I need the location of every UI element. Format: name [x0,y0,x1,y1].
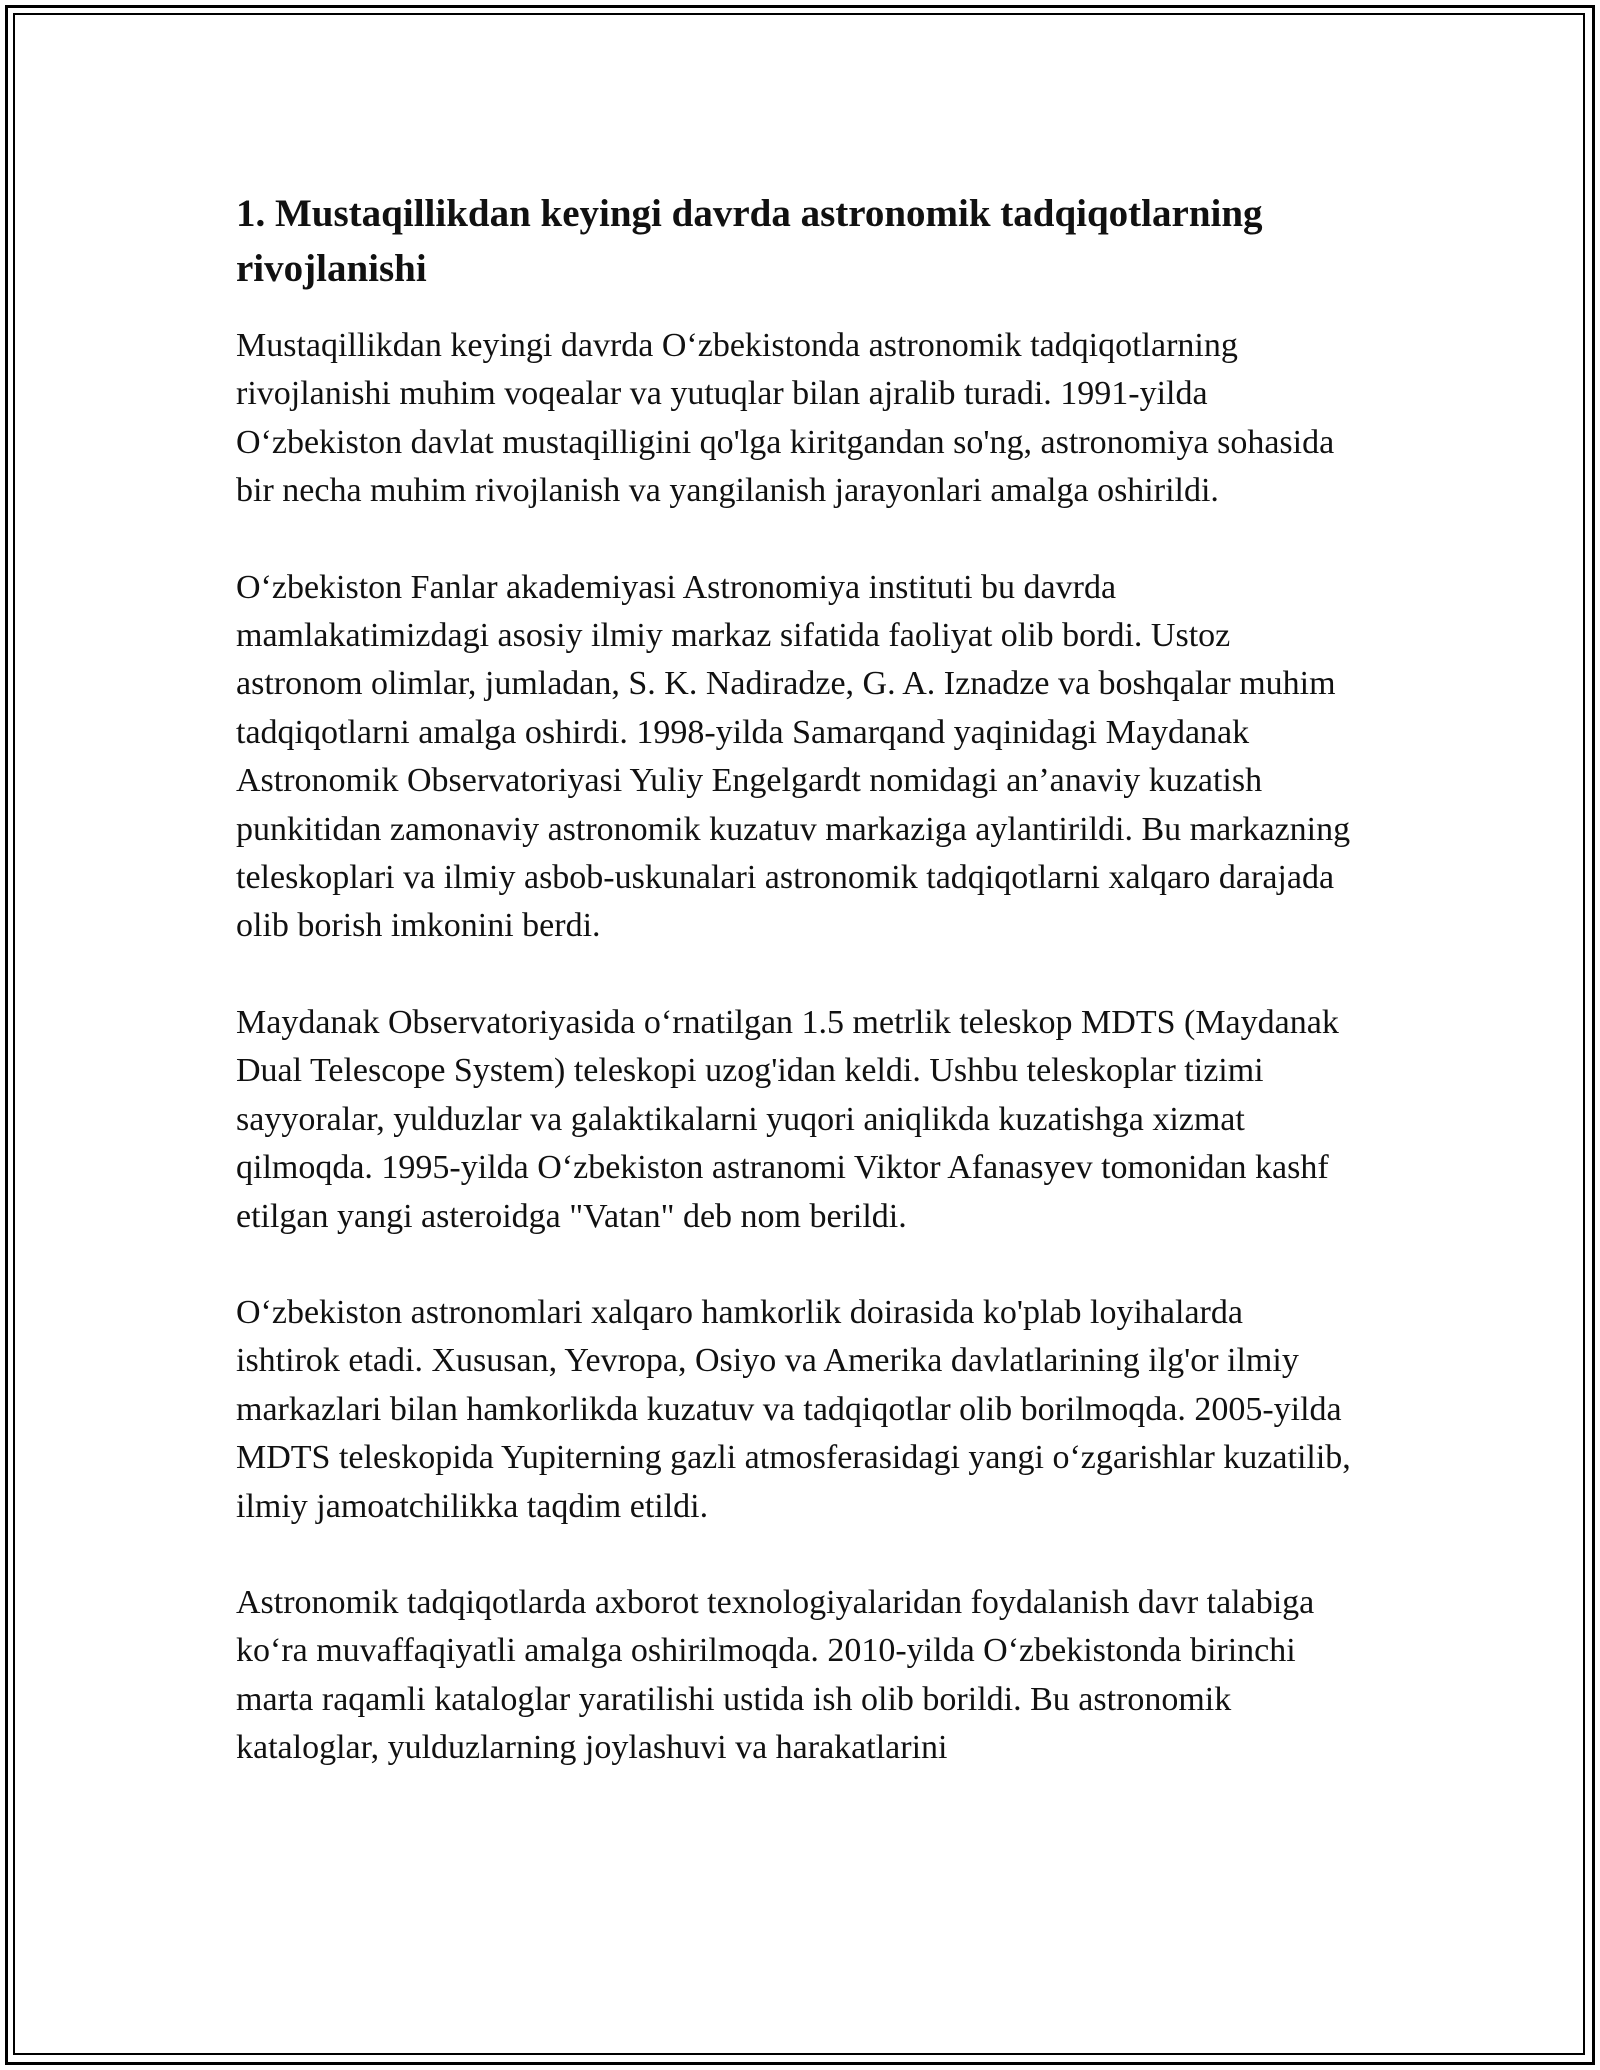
document-body [236,186,1366,1821]
paragraph-3: Maydanak Observatoriyasida o‘rnatilgan 1.5 metrlik teleskop MDTS (Maydanak Dual Telescope System) teleskopi uzog'idan keldi. Ushbu teleskoplar tizimi sayyoralar, yulduzlar va galaktikalarni yuqori aniqlikda kuzatishga xizmat qilmoqda. 1995-yilda O‘zbekiston astranomi Viktor Afanasyev tomonidan kashf etilgan yangi asteroidga "Vatan" deb nom berildi. [236,1003,1339,1235]
paragraph-2: O‘zbekiston Fanlar akademiyasi Astronomiya instituti bu davrda mamlakatimizdagi asosiy ilmiy markaz sifatida faoliyat olib bordi. Ustoz astronom olimlar, jumladan, S. K. Nadiradze, G. A. Iznadze va boshqalar muhim tadqiqotlarni amalga oshirdi. 1998-yilda Samarqand yaqinidagi Maydanak Astronomik Observatoriyasi Yuliy Engelgardt nomidagi an’anaviy kuzatish punkitidan zamonaviy astronomik kuzatuv markaziga aylantirildi. Bu markazning teleskoplari va ilmiy asbob-uskunalari astronomik tadqiqotlarni xalqaro darajada olib borish imkonini berdi. [236,568,1351,945]
paragraph-5: Astronomik tadqiqotlarda axborot texnologiyalaridan foydalanish davr talabiga ko‘ra muvaffaqiyatli amalga oshirilmoqda. 2010-yilda O‘zbekistonda birinchi marta raqamli kataloglar yaratilishi ustida ish olib borildi. Bu astronomik kataloglar, yulduzlarning joylashuvi va harakatlarini [236,1583,1315,1767]
paragraph-4: O‘zbekiston astronomlari xalqaro hamkorlik doirasida ko'plab loyihalarda ishtirok etadi. Xususan, Yevropa, Osiyo va Amerika davlatlarining ilg'or ilmiy markazlari bilan hamkorlikda kuzatuv va tadqiqotlar olib borilmoqda. 2005-yilda MDTS teleskopida Yupiterning gazli atmosferasidagi yangi o‘zgarishlar kuzatilib, ilmiy jamoatchilikka taqdim etildi. [236,1293,1351,1525]
paragraph-1: Mustaqillikdan keyingi davrda O‘zbekistonda astronomik tadqiqotlarning rivojlanishi muhim voqealar va yutuqlar bilan ajralib turadi. 1991-yilda O‘zbekiston davlat mustaqilligini qo'lga kiritgandan so'ng, astronomiya sohasida bir necha muhim rivojlanish va yangilanish jarayonlari amalga oshirildi. [236,327,1335,510]
section-heading: 1. Mustaqillikdan keyingi davrda astronomik tadqiqotlarning rivojlanishi [236,192,1263,290]
